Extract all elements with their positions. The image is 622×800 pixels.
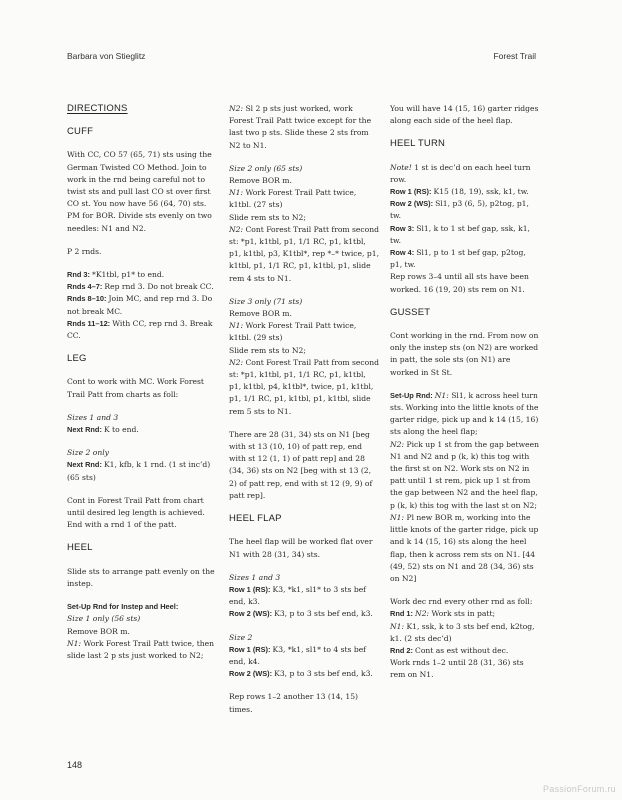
instruction-line: [229, 175, 379, 187]
text-run: P 2 rnds.: [67, 246, 102, 256]
instruction-line: [229, 224, 379, 285]
italic-label: Sizes 1 and 3: [229, 572, 281, 582]
text-run: Cont working in the rnd. From now on only the instep sts (on N2) are worked in patt, the sole sts (on N1) are worked in St St.: [390, 331, 539, 377]
italic-label: N1:: [67, 638, 84, 648]
run-in-label: Set-Up Rnd for Instep and Heel:: [67, 602, 179, 612]
text-run: Slide rem sts to N2;: [229, 212, 306, 222]
instruction-line: [390, 247, 540, 271]
text-run: K3, *k1, sl1* to 3 sts bef end, k3.: [229, 584, 366, 607]
run-in-label: Row 1 (RS):: [390, 187, 434, 197]
running-header-title: Forest Trail: [493, 51, 536, 61]
instruction-line: [67, 293, 217, 317]
paragraph: [229, 429, 379, 502]
paragraph: [67, 246, 217, 258]
paragraph: [229, 632, 379, 681]
run-in-label: Row 2 (WS):: [229, 609, 275, 619]
instruction-line: [67, 601, 217, 613]
instruction-line: [229, 632, 379, 644]
instruction-line: [390, 621, 540, 645]
italic-label: Size 2 only (65 sts): [229, 163, 303, 173]
text-run: The heel flap will be worked flat over N1 with 28 (31, 34) sts.: [229, 537, 373, 559]
italic-label: Size 2 only: [67, 448, 109, 458]
text-run: Rep rows 1–2 another 13 (14, 15) times.: [229, 692, 358, 714]
instruction-line: [229, 308, 379, 320]
paragraph: [390, 162, 540, 296]
watermark: PassionForum.ru: [542, 784, 616, 794]
italic-label: N1:: [434, 390, 452, 400]
run-in-label: Rnds 11–12:: [67, 318, 113, 328]
text-run: K3, p to 3 sts bef end, k3.: [274, 669, 373, 679]
section-heading: LEG: [67, 353, 87, 365]
instruction-line: [229, 345, 379, 357]
instruction-line: [229, 357, 379, 418]
instruction-line: [390, 162, 540, 186]
paragraph: [229, 691, 379, 715]
text-run: With CC, CO 57 (65, 71) sts using the German Twisted CO Method. Join to work in the rnd being careful not to twist sts and pull last CO st over first CO st. You now have 56 (64, 70) sts. PM for BOR. Divide sts evenly on two needles: N1 and N2.: [67, 150, 212, 233]
run-in-label: Row 1 (RS):: [229, 644, 273, 654]
text-run: With CC, rep rnd 3. Break CC.: [67, 318, 213, 341]
run-in-label: Row 2 (WS):: [390, 199, 436, 209]
run-in-label: Next Rnd:: [67, 460, 104, 470]
paragraph: [67, 601, 217, 662]
instruction-line: [390, 596, 540, 608]
text-run: Join MC, and rep rnd 3. Do not break MC.: [67, 294, 213, 316]
instruction-line: [229, 668, 379, 680]
text-run: Work Forest Trail Patt twice, then slide last 2 p sts just worked to N2;: [67, 638, 215, 660]
instruction-line: [390, 390, 540, 439]
run-in-label: Row 1 (RS):: [229, 584, 273, 594]
run-in-label: Rnds 4–7:: [67, 282, 105, 292]
text-run: Sl1, k across heel turn sts. Working into the little knots of the garter ridge, pick up and k 14 (15, 16) sts along the heel flap;: [390, 390, 539, 437]
text-run: K1, kfb, k 1 rnd. (1 st inc’d) (65 sts): [67, 460, 211, 482]
run-in-label: Rnds 8–10:: [67, 294, 109, 304]
italic-label: Size 3 only (71 sts): [229, 296, 303, 306]
italic-label: N1:: [390, 621, 407, 631]
text-run: K3, *k1, sl1* to 4 sts bef end, k4.: [229, 644, 366, 666]
run-in-label: Next Rnd:: [67, 425, 104, 435]
italic-label: N2:: [390, 439, 407, 449]
text-run: K1, ssk, k to 3 sts bef end, k2tog, k1. (2 sts dec’d): [390, 621, 535, 643]
instruction-line: [67, 613, 217, 625]
paragraph: [229, 163, 379, 285]
text-run: Rep rnd 3. Do not break CC.: [104, 282, 214, 292]
text-run: Sl1, p to 1 st bef gap, p2tog, p1, tw.: [390, 248, 526, 270]
text-run: Sl 2 p sts just worked, work Forest Trail Patt twice except for the last two p sts. Slide these 2 sts from N2 to N1.: [229, 104, 372, 150]
run-in-label: Rnd 1:: [390, 609, 416, 619]
text-run: Work dec rnd every other rnd as foll:: [390, 597, 533, 607]
instruction-line: [67, 412, 217, 424]
italic-label: Sizes 1 and 3: [67, 412, 119, 422]
paragraph: [390, 390, 540, 585]
run-in-label: Rnd 3:: [67, 270, 93, 280]
page-number: 148: [67, 760, 83, 770]
text-run: Remove BOR m.: [229, 176, 292, 186]
instruction-line: [229, 320, 379, 344]
instruction-line: [390, 198, 540, 222]
italic-label: Size 1 only (56 sts): [67, 614, 141, 624]
instruction-line: [67, 626, 217, 638]
instruction-line: [229, 187, 379, 211]
section-heading: HEEL TURN: [390, 138, 446, 150]
instruction-line: [67, 318, 217, 342]
text-run: Slide sts to arrange patt evenly on the instep.: [67, 566, 215, 588]
instruction-line: [67, 447, 217, 459]
run-in-label: Row 2 (WS):: [229, 669, 275, 679]
paragraph: [229, 536, 379, 560]
instruction-line: [67, 638, 217, 662]
column-2: [229, 103, 379, 727]
column-1: [67, 103, 217, 673]
run-in-label: Set-Up Rnd:: [390, 390, 435, 400]
instruction-line: [229, 212, 379, 224]
italic-label: N2:: [415, 609, 432, 619]
text-run: Slide rem sts to N2;: [229, 345, 306, 355]
instruction-line: [390, 186, 540, 198]
instruction-line: [67, 459, 217, 483]
paragraph: [390, 330, 540, 379]
italic-label: Size 2: [229, 632, 253, 642]
paragraph: [229, 296, 379, 418]
text-run: Remove BOR m.: [67, 626, 130, 636]
section-heading: HEEL: [67, 542, 93, 554]
paragraph: [67, 495, 217, 532]
instruction-line: [390, 645, 540, 657]
text-run: K3, p to 3 sts bef end, k3.: [274, 609, 373, 619]
text-run: Work rnds 1–2 until 28 (31, 36) sts rem on N1.: [390, 658, 524, 680]
section-heading: GUSSET: [390, 306, 431, 318]
text-run: Cont Forest Trail Patt from second st: *p1, k1tbl, p1, 1/1 RC, p1, k1tbl, p1, k1tbl, p4, k1tbl*, twice, p1, k1tbl, p1, 1/1 RC, p1, k1tbl, p1, k1tbl, slide rem 5 sts to N1.: [229, 357, 380, 416]
instruction-line: [229, 572, 379, 584]
italic-label: N1:: [390, 512, 407, 522]
paragraph: [67, 269, 217, 342]
instruction-line: [229, 163, 379, 175]
text-run: Sl1, p3 (6, 5), p2tog, p1, tw.: [390, 199, 529, 221]
text-run: Pl new BOR m, working into the little knots of the garter ridge, pick up and k 14 (15, 16) sts along the heel flap, then k across rem sts on N1. [44 (49, 52) sts on N1 and 28 (34, 36) sts on N2]: [390, 512, 539, 583]
text-run: Cont Forest Trail Patt from second st: *p1, k1tbl, p1, 1/1 RC, p1, k1tbl, p1, k1tbl, p3, K1tbl*, rep *–* twice, p1, k1tbl, p1, 1/1 RC, p1, k1tbl, p1, slide rem 4 sts to N1.: [229, 224, 380, 283]
paragraph: [67, 412, 217, 436]
italic-label: N2:: [229, 104, 246, 113]
paragraph: [229, 572, 379, 621]
text-run: Work Forest Trail Patt twice, k1tbl. (27 sts): [229, 188, 357, 210]
italic-label: Note!: [390, 162, 415, 172]
italic-label: N2:: [229, 224, 246, 234]
text-run: Rep rows 3–4 until all sts have been worked. 16 (19, 20) sts rem on N1.: [390, 272, 529, 294]
instruction-line: [229, 608, 379, 620]
instruction-line: [67, 281, 217, 293]
text-run: There are 28 (31, 34) sts on N1 [beg with st 13 (10, 10) of patt rep, end with st 12 (1, 1) of patt rep] and 28 (34, 36) sts on N2 [beg with st 13 (2, 2) of patt rep, end with st 12 (9, 9) of patt rep].: [229, 429, 373, 500]
text-run: Pick up 1 st from the gap between N1 and N2 and p (k, k) this tog with the first st on N2. Work sts on N2 in patt until 1 st rem, pick up 1 st from the gap between N2 and the heel flap, p (k, k) this tog with the last st on N2;: [390, 439, 539, 510]
text-run: Work sts in patt;: [431, 609, 496, 619]
section-heading: CUFF: [67, 126, 94, 138]
run-in-label: Row 4:: [390, 248, 417, 258]
text-run: K15 (18, 19), ssk, k1, tw.: [433, 187, 529, 197]
paragraph: [67, 149, 217, 234]
instruction-line: [390, 271, 540, 295]
instruction-line: [67, 269, 217, 281]
text-run: K to end.: [103, 425, 139, 435]
text-run: You will have 14 (15, 16) garter ridges along each side of the heel flap.: [390, 104, 539, 126]
text-run: Remove BOR m.: [229, 309, 292, 319]
section-heading: HEEL FLAP: [229, 513, 282, 525]
instruction-line: [390, 608, 540, 620]
instruction-line: [67, 424, 217, 436]
paragraph: [229, 103, 379, 152]
column-3: [390, 103, 540, 693]
instruction-line: [229, 584, 379, 608]
text-run: Cont as est without dec.: [415, 645, 509, 655]
italic-label: N2:: [229, 357, 246, 367]
paragraph: [390, 103, 540, 127]
text-run: *K1tbl, p1* to end.: [92, 270, 165, 280]
paragraph: [67, 376, 217, 400]
paragraph: [67, 566, 217, 590]
instruction-line: [390, 512, 540, 585]
run-in-label: Rnd 2:: [390, 645, 416, 655]
text-run: Cont in Forest Trail Patt from chart until desired leg length is achieved. End with a rnd 1 of the patt.: [67, 495, 205, 530]
text-run: 1 st is dec’d on each heel turn row.: [390, 162, 531, 184]
section-heading: DIRECTIONS: [67, 103, 128, 114]
text-run: Work Forest Trail Patt twice, k1tbl. (29 sts): [229, 321, 357, 343]
text-run: Sl1, k to 1 st bef gap, ssk, k1, tw.: [390, 223, 530, 245]
italic-label: N1:: [229, 321, 246, 331]
instruction-line: [390, 223, 540, 247]
running-header-author: Barbara von Stieglitz: [67, 51, 146, 61]
instruction-line: [390, 439, 540, 512]
italic-label: N1:: [229, 188, 246, 198]
paragraph: [67, 447, 217, 484]
paragraph: [390, 596, 540, 681]
instruction-line: [229, 296, 379, 308]
instruction-line: [229, 644, 379, 668]
run-in-label: Row 3:: [390, 223, 417, 233]
text-run: Cont to work with MC. Work Forest Trail Patt from charts as foll:: [67, 377, 204, 399]
instruction-line: [390, 657, 540, 681]
